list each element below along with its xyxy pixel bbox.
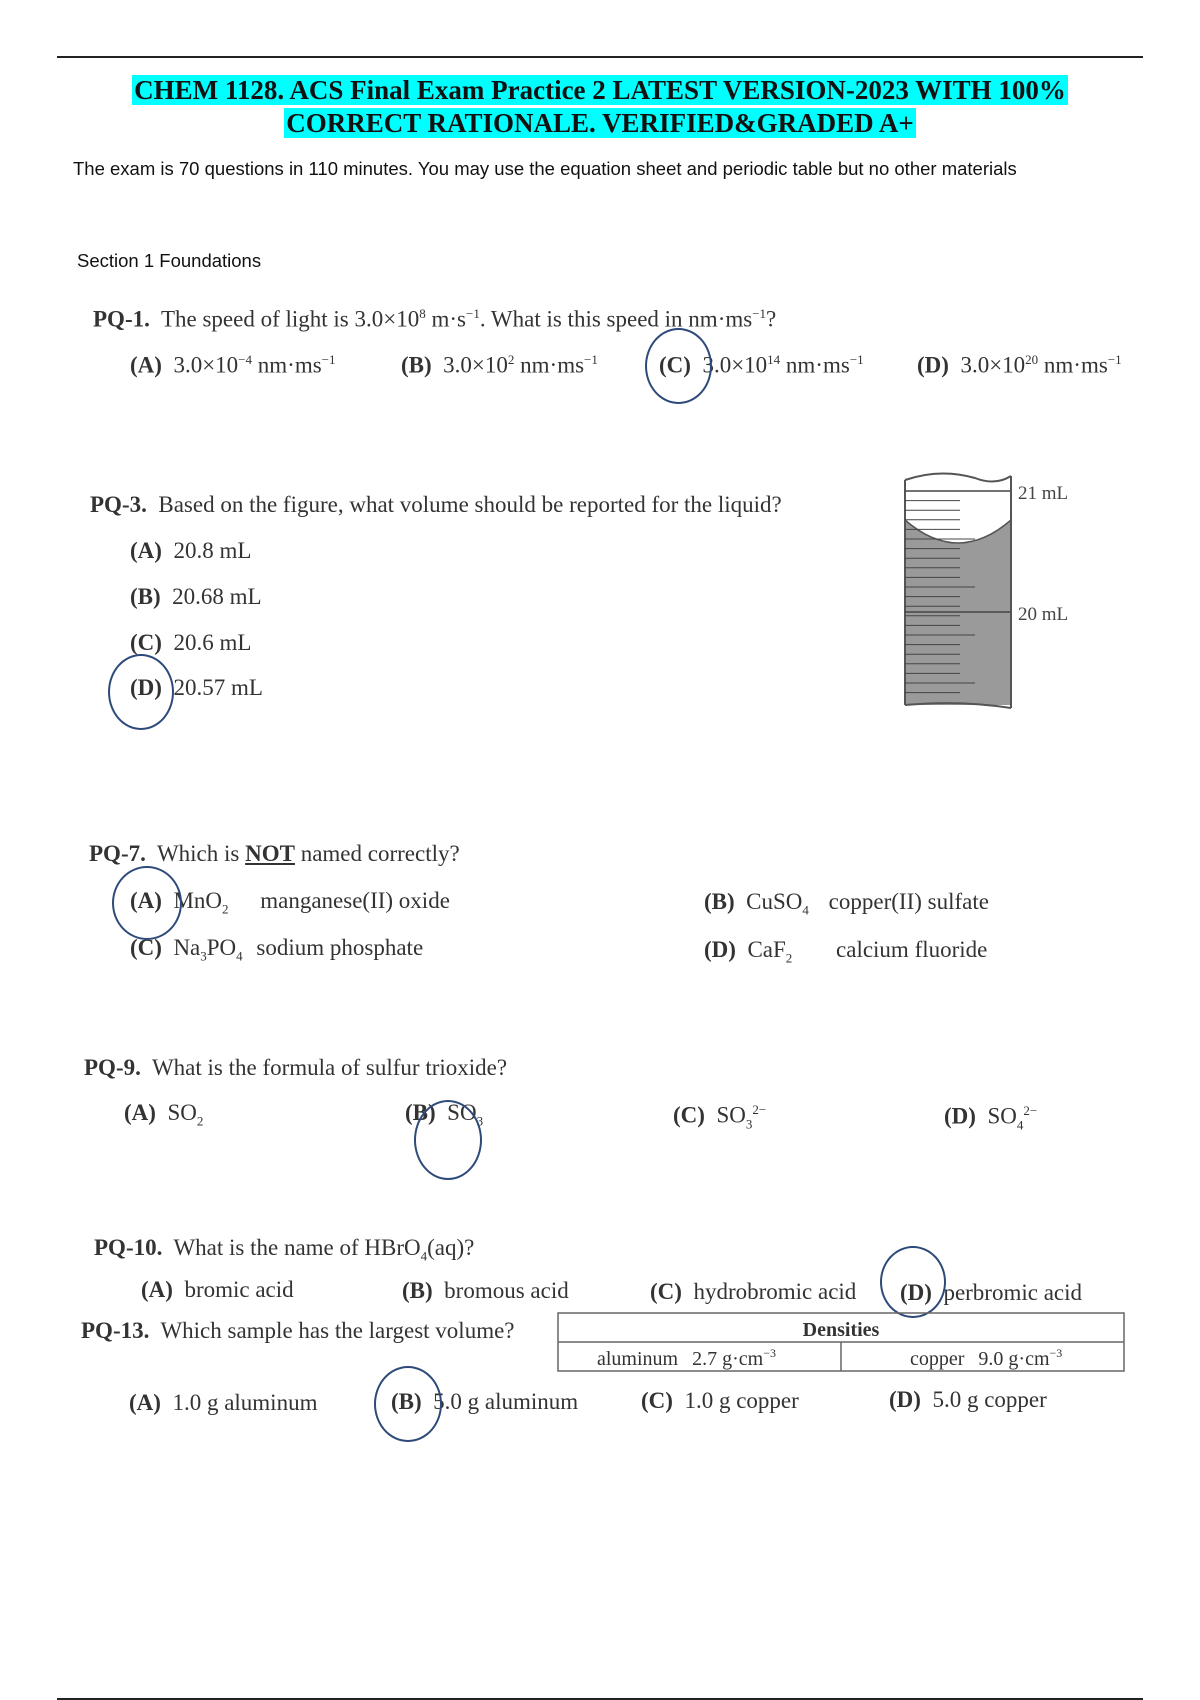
option-formula: SO: [716, 1102, 746, 1128]
question-number: PQ-10.: [94, 1235, 163, 1260]
option-letter: (B): [391, 1389, 422, 1414]
option-letter: (B): [704, 889, 735, 914]
answer-option-b[interactable]: [402, 1278, 569, 1304]
option-letter: (C): [130, 630, 162, 655]
question-stem: [90, 492, 782, 518]
question-stem: [81, 1318, 515, 1344]
formula-subscript: 3: [745, 1116, 753, 1132]
question-number: PQ-1.: [93, 306, 150, 332]
table-cell-aluminum: aluminum 2.7 $g\cdot cm^{-3}$: [597, 1346, 776, 1370]
option-text: 20.8 mL: [173, 538, 252, 563]
option-formula: CuSO: [746, 889, 803, 914]
option-formula: CaF: [747, 937, 786, 962]
liquid-column: [905, 543, 1011, 705]
option-exponent: −1: [584, 352, 598, 367]
option-letter: (C): [650, 1279, 682, 1304]
answer-option-c[interactable]: [673, 1102, 766, 1132]
stem-text: What is the formula of sulfur trioxide?: [151, 1055, 508, 1080]
formula-subscript: 4: [236, 948, 243, 964]
question-stem: [84, 1055, 507, 1081]
option-name: calcium fluoride: [836, 937, 988, 962]
option-exponent: −1: [1107, 352, 1122, 367]
title-line-1: CHEM 1128. ACS Final Exam Practice 2 LATEST VERSION-2023 WITH 100%: [134, 75, 1066, 105]
answer-option-a[interactable]: [124, 1100, 203, 1130]
cylinder-rim: [905, 473, 1011, 481]
formula-subscript: 4: [802, 902, 809, 918]
section-heading: Section 1 Foundations: [77, 250, 262, 271]
stem-text: Which is: [156, 841, 246, 866]
answer-circle-mark: [112, 866, 182, 940]
option-text: hydrobromic acid: [693, 1279, 857, 1304]
option-unit: nm·ms: [780, 352, 850, 378]
top-rule: [57, 56, 1143, 58]
option-letter: (A): [141, 1277, 173, 1302]
stem-emphasis: NOT: [245, 841, 295, 866]
option-exponent: −1: [321, 352, 336, 367]
option-formula: Na: [173, 935, 201, 960]
option-name: sodium phosphate: [256, 935, 424, 960]
option-unit: nm·ms: [252, 352, 322, 378]
option-unit: nm·ms: [514, 352, 585, 378]
option-letter: (D): [889, 1387, 921, 1412]
answer-circle-mark: [645, 328, 712, 404]
stem-exponent: 8: [419, 306, 426, 321]
formula-subscript: 2: [785, 950, 793, 966]
answer-option-b[interactable]: [401, 352, 598, 379]
option-letter: (B): [401, 352, 432, 378]
formula-charge: 2−: [752, 1102, 767, 1117]
option-text: 3.0×10: [960, 352, 1026, 378]
answer-option-c[interactable]: [641, 1388, 799, 1414]
option-formula: PO: [206, 935, 237, 960]
question-number: PQ-13.: [81, 1318, 150, 1343]
formula-subscript: 2: [222, 901, 229, 917]
option-unit: nm·ms: [1038, 352, 1108, 378]
option-text: bromous acid: [444, 1278, 569, 1303]
graduated-cylinder-figure: [900, 468, 1100, 718]
question-number: PQ-9.: [84, 1055, 141, 1080]
option-text: 1.0 g aluminum: [172, 1390, 318, 1415]
liquid-meniscus: [905, 520, 1011, 546]
table-header: Densities: [802, 1319, 880, 1341]
answer-option-c[interactable]: [130, 630, 251, 656]
stem-text: Which sample has the largest volume?: [160, 1318, 515, 1343]
question-number: PQ-3.: [90, 492, 147, 517]
option-text: 5.0 g copper: [932, 1387, 1047, 1412]
option-letter: (D): [917, 352, 949, 378]
option-letter: (D): [130, 675, 162, 700]
option-letter: (A): [129, 1390, 161, 1415]
option-letter: (A): [130, 888, 162, 913]
option-letter: (D): [900, 1280, 932, 1305]
answer-option-b[interactable]: [130, 584, 262, 610]
cylinder-label-20ml: 20 mL: [1018, 604, 1069, 625]
stem-text: What is the name of HBrO: [173, 1235, 421, 1260]
answer-option-d[interactable]: [889, 1387, 1047, 1413]
formula-subscript: 2: [196, 1113, 204, 1129]
answer-option-b[interactable]: [704, 889, 989, 919]
stem-text: named correctly?: [294, 841, 460, 866]
option-letter: (C): [659, 352, 691, 378]
option-text: 5.0 g aluminum: [433, 1389, 579, 1414]
option-text: 20.68 mL: [172, 584, 262, 609]
stem-text: Based on the figure, what volume should be reported for the liquid?: [158, 492, 782, 517]
option-exponent: 14: [767, 352, 781, 367]
option-text: 3.0×10: [443, 352, 508, 378]
answer-option-a[interactable]: [130, 352, 336, 379]
answer-circle-mark: [374, 1366, 442, 1442]
page-title: [0, 74, 1200, 140]
option-letter: (C): [673, 1102, 705, 1128]
option-text: 20.6 mL: [173, 630, 252, 655]
answer-circle-mark: [414, 1100, 482, 1180]
option-name: manganese(II) oxide: [260, 888, 450, 913]
option-exponent: 20: [1025, 352, 1039, 367]
option-formula: SO: [447, 1100, 477, 1125]
option-letter: (B): [405, 1100, 436, 1125]
formula-subscript: 4: [1016, 1117, 1024, 1133]
answer-circle-mark: [880, 1246, 946, 1318]
formula-subscript: 3: [476, 1113, 484, 1129]
option-exponent: −4: [238, 352, 253, 367]
question-number: PQ-7.: [89, 841, 146, 866]
stem-text: The speed of light is 3.0×10: [160, 306, 420, 332]
option-letter: (D): [944, 1103, 976, 1129]
option-letter: (C): [641, 1388, 673, 1413]
option-exponent: −1: [849, 352, 864, 367]
option-letter: (A): [130, 352, 162, 378]
option-formula: SO: [167, 1100, 197, 1125]
cylinder-label-21ml: 21 mL: [1018, 483, 1069, 504]
option-text: 1.0 g copper: [684, 1388, 799, 1413]
option-letter: (B): [130, 584, 161, 609]
stem-text: m·s: [425, 306, 466, 332]
option-formula: MnO: [173, 888, 222, 913]
question-stem: [89, 841, 460, 867]
option-text: 3.0×10: [173, 352, 239, 378]
option-letter: (A): [124, 1100, 156, 1125]
option-text: bromic acid: [184, 1277, 294, 1302]
question-stem: [94, 1235, 474, 1265]
answer-option-d[interactable]: [917, 352, 1122, 379]
answer-option-c[interactable]: [650, 1279, 856, 1305]
option-letter: (D): [704, 937, 736, 962]
answer-circle-mark: [108, 654, 174, 730]
stem-text: ?: [766, 306, 777, 332]
stem-exponent: −1: [465, 306, 480, 321]
stem-exponent: −1: [752, 306, 767, 321]
option-formula: SO: [987, 1103, 1017, 1129]
answer-option-d[interactable]: [704, 937, 987, 967]
answer-option-a[interactable]: [129, 1390, 317, 1416]
option-letter: (A): [130, 538, 162, 563]
answer-option-a[interactable]: [141, 1277, 294, 1303]
option-text: 20.57 mL: [173, 675, 263, 700]
title-line-2: CORRECT RATIONALE. VERIFIED&GRADED A+: [286, 108, 914, 138]
option-letter: (B): [402, 1278, 433, 1303]
option-exponent: 2: [507, 352, 515, 367]
formula-subscript: 3: [200, 948, 207, 964]
option-text: 3.0×10: [702, 352, 768, 378]
option-letter: (C): [130, 935, 162, 960]
answer-option-d[interactable]: [944, 1103, 1037, 1133]
stem-text: (aq)?: [427, 1235, 475, 1260]
option-text: perbromic acid: [943, 1280, 1083, 1305]
formula-subscript: 4: [420, 1248, 428, 1264]
exam-instructions: The exam is 70 questions in 110 minutes. You may use the equation sheet and periodic table but no other materials: [73, 158, 1017, 179]
densities-table: [557, 1311, 1127, 1375]
formula-charge: 2−: [1023, 1103, 1038, 1118]
answer-option-a[interactable]: [130, 538, 251, 564]
answer-option-c[interactable]: [130, 935, 423, 965]
table-cell-copper: copper 9.0 $g\cdot cm^{-3}$: [910, 1346, 1063, 1370]
option-name: copper(II) sulfate: [828, 889, 989, 914]
stem-text: . What is this speed in nm·ms: [479, 306, 753, 332]
